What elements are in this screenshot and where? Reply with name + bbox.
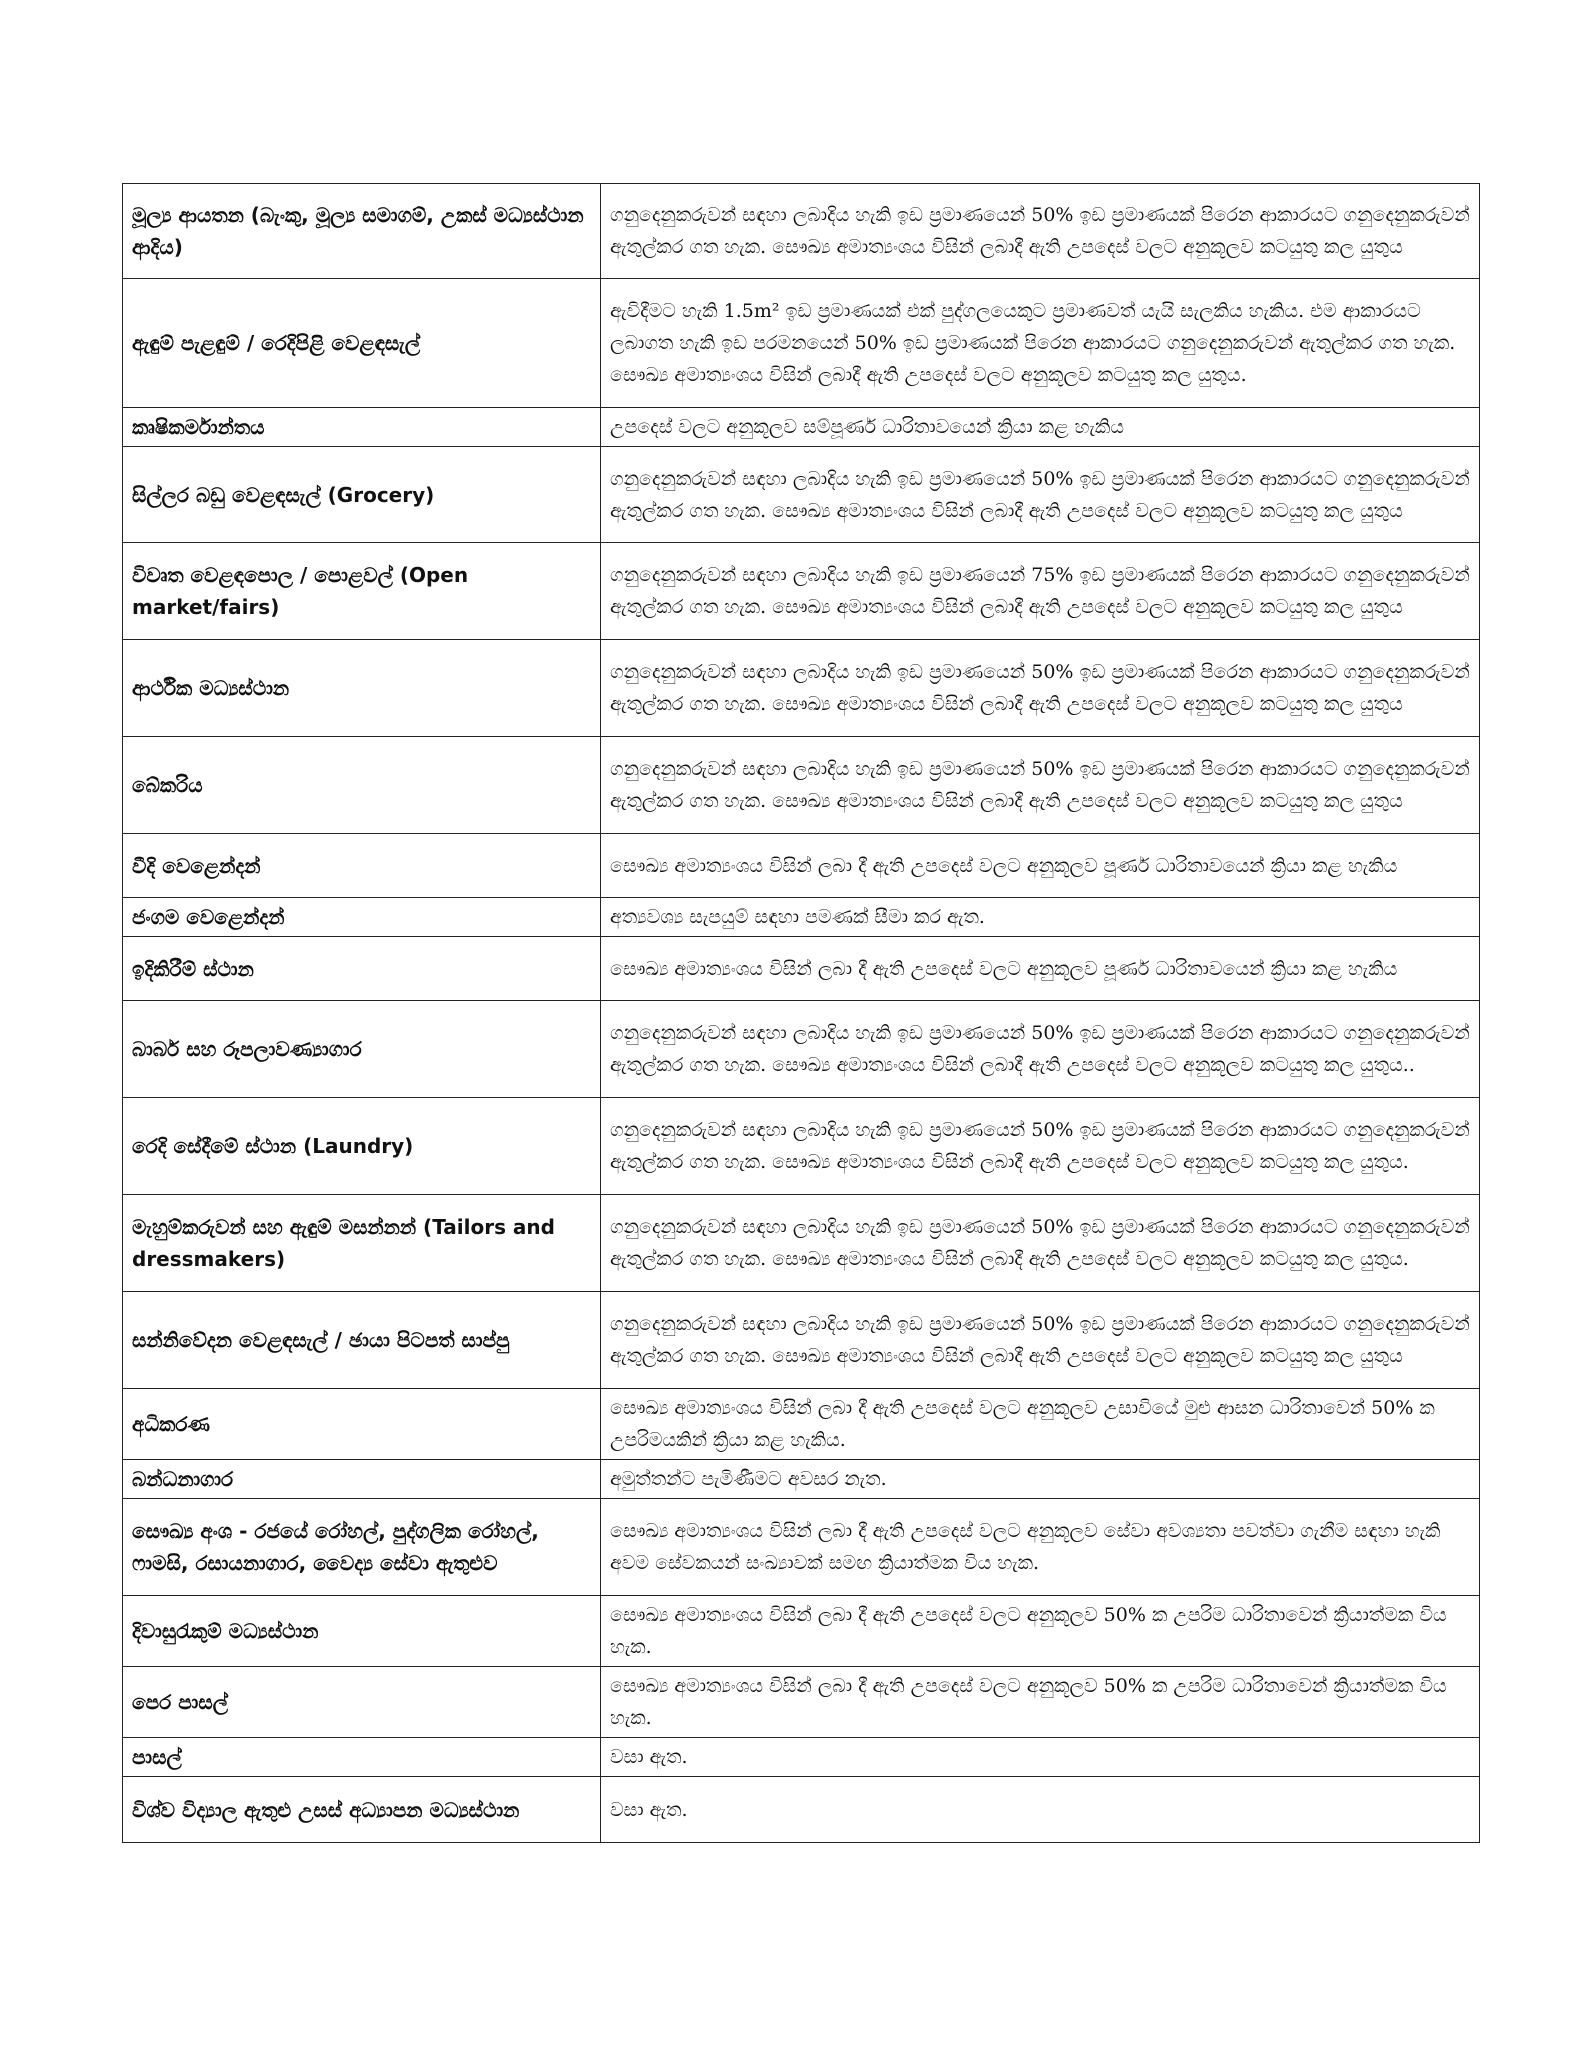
table-row [123, 1292, 1480, 1389]
rule-cell: උපදෙස් වලට අනුකූලව සම්පූර්ණ ධාරිතාවයෙන් ක්‍රියා කළ හැකිය [601, 408, 1480, 447]
table-row [123, 408, 1480, 447]
rule-cell: ගනුදෙනුකරුවන් සඳහා ලබාදිය හැකි ඉඩ ප්‍රමාණයෙන් 50% ඉඩ ප්‍රමාණයක් පිරෙන ආකාරයට ගනුදෙනුකරුවන් ඇතුල්කර ගත හැක. සෞඛ්‍ය අමාත්‍යංශය විසින් ලබාදී ඇති උපදෙස් වලට අනුකූලව කටයුතු කල යුතුය.. [601, 1001, 1480, 1098]
rule-cell: අත්‍යවශ්‍ය සැපයුම් සඳහා පමණක් සීමා කර ඇත. [601, 898, 1480, 937]
table-row [123, 640, 1480, 737]
sector-cell: වීදි වෙළෙන්දන් [123, 834, 601, 898]
sector-cell: අධිකරණ [123, 1389, 601, 1460]
sector-cell: සිල්ලර බඩු වෙළඳසැල් (Grocery) [123, 447, 601, 543]
table-row [123, 1777, 1480, 1843]
rule-cell: ගනුදෙනුකරුවන් සඳහා ලබාදිය හැකි ඉඩ ප්‍රමාණයෙන් 50% ඉඩ ප්‍රමාණයක් පිරෙන ආකාරයට ගනුදෙනුකරුවන් ඇතුල්කර ගත හැක. සෞඛ්‍ය අමාත්‍යංශය විසින් ලබාදී ඇති උපදෙස් වලට අනුකූලව කටයුතු කල යුතුය [601, 184, 1480, 279]
sector-cell: දිවාසුරැකුම් මධ්‍යස්ථාන [123, 1596, 601, 1667]
sector-cell: ආර්ථික මධ්‍යස්ථාන [123, 640, 601, 737]
sector-cell: ජංගම වෙළෙන්දන් [123, 898, 601, 937]
table-row [123, 1001, 1480, 1098]
rule-cell: වසා ඇත. [601, 1777, 1480, 1843]
table-row [123, 937, 1480, 1001]
table-row [123, 1667, 1480, 1738]
sector-cell: මැහුම්කරුවන් සහ ඇඳුම් මසන්නන් (Tailors and dressmakers) [123, 1195, 601, 1292]
sector-cell: රෙදි සේදීමේ ස්ථාන (Laundry) [123, 1098, 601, 1195]
rule-cell: අමුත්තන්ට පැමිණීමට අවසර නැත. [601, 1460, 1480, 1499]
sector-cell: පාසල් [123, 1738, 601, 1777]
rule-cell: සෞඛ්‍ය අමාත්‍යංශය විසින් ලබා දී ඇති උපදෙස් වලට අනුකූලව පූර්ණ ධාරිතාවයෙන් ක්‍රියා කළ හැකිය [601, 834, 1480, 898]
sector-cell: ඇඳුම් පැළඳුම් / රෙදිපිළි වෙළඳසැල් [123, 279, 601, 408]
rule-cell: සෞඛ්‍ය අමාත්‍යංශය විසින් ලබා දී ඇති උපදෙස් වලට අනුකූලව 50% ක උපරිම ධාරිතාවෙන් ක්‍රියාත්මක විය හැක. [601, 1667, 1480, 1738]
table-row [123, 1389, 1480, 1460]
rule-cell: ගනුදෙනුකරුවන් සඳහා ලබාදිය හැකි ඉඩ ප්‍රමාණයෙන් 75% ඉඩ ප්‍රමාණයක් පිරෙන ආකාරයට ගනුදෙනුකරුවන් ඇතුල්කර ගත හැක. සෞඛ්‍ය අමාත්‍යංශය විසින් ලබාදී ඇති උපදෙස් වලට අනුකූලව කටයුතු කල යුතුය [601, 543, 1480, 640]
sector-cell: විවෘත වෙළඳපොල / පොළවල් (Open market/fairs) [123, 543, 601, 640]
table-row [123, 834, 1480, 898]
rule-cell: සෞඛ්‍ය අමාත්‍යංශය විසින් ලබා දී ඇති උපදෙස් වලට අනුකූලව 50% ක උපරිම ධාරිතාවෙන් ක්‍රියාත්මක විය හැක. [601, 1596, 1480, 1667]
rule-cell: සෞඛ්‍ය අමාත්‍යංශය විසින් ලබා දී ඇති උපදෙස් වලට අනුකූලව උසාවියේ මුළු ආසන ධාරිතාවෙන් 50% ක උපරිමයකින් ක්‍රියා කළ හැකිය. [601, 1389, 1480, 1460]
rule-cell: වසා ඇත. [601, 1738, 1480, 1777]
sector-cell: ඉදිකිරීම් ස්ථාන [123, 937, 601, 1001]
table-row [123, 1499, 1480, 1596]
rule-cell: ගනුදෙනුකරුවන් සඳහා ලබාදිය හැකි ඉඩ ප්‍රමාණයෙන් 50% ඉඩ ප්‍රමාණයක් පිරෙන ආකාරයට ගනුදෙනුකරුවන් ඇතුල්කර ගත හැක. සෞඛ්‍ය අමාත්‍යංශය විසින් ලබාදී ඇති උපදෙස් වලට අනුකූලව කටයුතු කල යුතුය [601, 737, 1480, 834]
table-row [123, 447, 1480, 543]
table-row [123, 1460, 1480, 1499]
table-row [123, 1596, 1480, 1667]
table-row [123, 279, 1480, 408]
sector-cell: සෞඛ්‍ය අංශ - රජයේ රෝහල්, පුද්ගලික රෝහල්, ෆාමසි, රසායනාගාර, වෛද්‍ය සේවා ඇතුළුව [123, 1499, 601, 1596]
table-row [123, 1098, 1480, 1195]
rule-cell: සෞඛ්‍ය අමාත්‍යංශය විසින් ලබා දී ඇති උපදෙස් වලට අනුකූලව පූර්ණ ධාරිතාවයෙන් ක්‍රියා කළ හැකිය [601, 937, 1480, 1001]
rule-cell: ගනුදෙනුකරුවන් සඳහා ලබාදිය හැකි ඉඩ ප්‍රමාණයෙන් 50% ඉඩ ප්‍රමාණයක් පිරෙන ආකාරයට ගනුදෙනුකරුවන් ඇතුල්කර ගත හැක. සෞඛ්‍ය අමාත්‍යංශය විසින් ලබාදී ඇති උපදෙස් වලට අනුකූලව කටයුතු කල යුතුය. [601, 1195, 1480, 1292]
rule-cell: ඇවිදීමට හැකි 1.5m² ඉඩ ප්‍රමාණයක් එක් පුද්ගලයෙකුට ප්‍රමාණවත් යැයි සැලකිය හැකිය. එම ආකාරයට ලබාගත හැකි ඉඩ පරමනයෙන් 50% ඉඩ ප්‍රමාණයක් පිරෙන ආකාරයට ගනුදෙනුකරුවන් ඇතුල්කර ගත හැක. සෞඛ්‍ය අමාත්‍යංශය විසින් ලබාදී ඇති උපදෙස් වලට අනුකූලව කටයුතු කල යුතුය. [601, 279, 1480, 408]
sector-cell: බාබර් සහ රූපලාවණ්‍යාගාර [123, 1001, 601, 1098]
table-row [123, 1738, 1480, 1777]
table-row [123, 543, 1480, 640]
table-row [123, 898, 1480, 937]
table-row [123, 1195, 1480, 1292]
guidelines-table [122, 183, 1480, 1843]
rule-cell: ගනුදෙනුකරුවන් සඳහා ලබාදිය හැකි ඉඩ ප්‍රමාණයෙන් 50% ඉඩ ප්‍රමාණයක් පිරෙන ආකාරයට ගනුදෙනුකරුවන් ඇතුල්කර ගත හැක. සෞඛ්‍ය අමාත්‍යංශය විසින් ලබාදී ඇති උපදෙස් වලට අනුකූලව කටයුතු කල යුතුය [601, 640, 1480, 737]
sector-cell: සන්නිවේදන වෙළඳසැල් / ඡායා පිටපත් සාප්පු [123, 1292, 601, 1389]
sector-cell: මූල්‍ය ආයතන (බැංකු, මූල්‍ය සමාගම්, උකස් මධ්‍යස්ථාන ආදිය) [123, 184, 601, 279]
rule-cell: ගනුදෙනුකරුවන් සඳහා ලබාදිය හැකි ඉඩ ප්‍රමාණයෙන් 50% ඉඩ ප්‍රමාණයක් පිරෙන ආකාරයට ගනුදෙනුකරුවන් ඇතුල්කර ගත හැක. සෞඛ්‍ය අමාත්‍යංශය විසින් ලබාදී ඇති උපදෙස් වලට අනුකූලව කටයුතු කල යුතුය [601, 1292, 1480, 1389]
sector-cell: විශ්ව විද්‍යාල ඇතුළු උසස් අධ්‍යාපන මධ්‍යස්ථාන [123, 1777, 601, 1843]
sector-cell: බේකරිය [123, 737, 601, 834]
rule-cell: ගනුදෙනුකරුවන් සඳහා ලබාදිය හැකි ඉඩ ප්‍රමාණයෙන් 50% ඉඩ ප්‍රමාණයක් පිරෙන ආකාරයට ගනුදෙනුකරුවන් ඇතුල්කර ගත හැක. සෞඛ්‍ය අමාත්‍යංශය විසින් ලබාදී ඇති උපදෙස් වලට අනුකූලව කටයුතු කල යුතුය. [601, 1098, 1480, 1195]
sector-cell: පෙර පාසල් [123, 1667, 601, 1738]
table-row [123, 184, 1480, 279]
rule-cell: ගනුදෙනුකරුවන් සඳහා ලබාදිය හැකි ඉඩ ප්‍රමාණයෙන් 50% ඉඩ ප්‍රමාණයක් පිරෙන ආකාරයට ගනුදෙනුකරුවන් ඇතුල්කර ගත හැක. සෞඛ්‍ය අමාත්‍යංශය විසින් ලබාදී ඇති උපදෙස් වලට අනුකූලව කටයුතු කල යුතුය [601, 447, 1480, 543]
sector-cell: බන්ධනාගාර [123, 1460, 601, 1499]
table-body [123, 184, 1480, 1843]
rule-cell: සෞඛ්‍ය අමාත්‍යංශය විසින් ලබා දී ඇති උපදෙස් වලට අනුකූලව සේවා අවශ්‍යතා පවත්වා ගැනීම සඳහා හැකි අවම සේවකයන් සංඛ්‍යාවක් සමඟ ක්‍රියාත්මක විය හැක. [601, 1499, 1480, 1596]
sector-cell: කෘෂිකර්මාන්තය [123, 408, 601, 447]
table-row [123, 737, 1480, 834]
